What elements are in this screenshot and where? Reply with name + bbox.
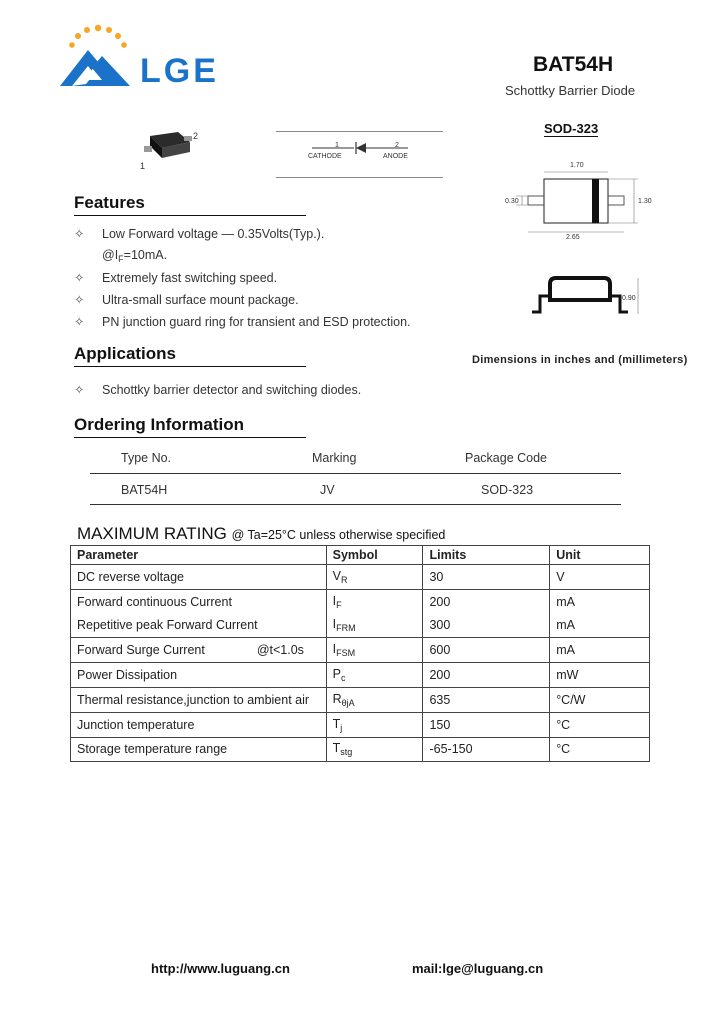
- part-subtitle: Schottky Barrier Diode: [505, 83, 636, 98]
- table-row: DC reverse voltage $V_R$ 30 V: [71, 565, 650, 590]
- ordering-header-package: Package Code: [465, 451, 548, 465]
- table-row: Forward Surge Current @t<1.0s $I_{FSM}$ 600 mA: [71, 638, 650, 663]
- header-symbol: Symbol: [326, 546, 423, 565]
- bullet-icon: ✧: [74, 315, 85, 329]
- schematic-top-rule: [276, 131, 443, 132]
- ordering-title: Ordering Information: [74, 415, 306, 438]
- feature-item: ✧ Extremely fast switching speed.: [74, 271, 278, 285]
- dim-top: 1.70: [570, 162, 584, 169]
- feature-condition: $@I_F=10mA$.: [102, 248, 168, 264]
- table-row: Thermal resistance,junction to ambient air $R_{\theta jA}$ 635 °C/W: [71, 687, 650, 712]
- website-link[interactable]: http://www.luguang.cn: [151, 961, 290, 976]
- ordering-header-type: Type No.: [121, 451, 172, 465]
- header-parameter: Parameter: [71, 546, 327, 565]
- ordering-cell-marking: JV: [320, 483, 335, 497]
- feature-item: ✧ PN junction guard ring for transient and ESD protection.: [74, 315, 411, 329]
- pin1-label: 1: [140, 161, 146, 171]
- cathode-label: CATHODE: [308, 153, 342, 160]
- table-row: Forward continuous Current $I_F$ 200 mA: [71, 589, 650, 613]
- ordering-header-marking: Marking: [312, 451, 357, 465]
- application-item: ✧ Schottky barrier detector and switching diodes.: [74, 383, 362, 397]
- package-name: SOD-323: [544, 121, 599, 136]
- part-number: BAT54H: [533, 53, 614, 76]
- dimension-note: Dimensions in inches and (millimeters): [472, 354, 688, 366]
- features-title: Features: [74, 193, 306, 216]
- table-row: Repetitive peak Forward Current $I_{FRM}$ 300 mA: [71, 614, 650, 638]
- dim-left: 0.30: [505, 198, 519, 205]
- header-limits: Limits: [423, 546, 550, 565]
- pin2-label: 2: [193, 131, 199, 141]
- logo-icon: [58, 22, 138, 92]
- ordering-divider: [90, 473, 621, 474]
- ordering-bottom-rule: [90, 504, 621, 505]
- bullet-icon: ✧: [74, 271, 85, 285]
- ratings-title: MAXIMUM RATING @ Ta=25°C unless otherwise specified: [77, 524, 446, 543]
- dim-bottom: 2.65: [566, 234, 580, 241]
- schematic-pin2: 2: [395, 142, 399, 149]
- dim-right: 1.30: [638, 198, 652, 205]
- logo-text: LGE: [140, 52, 219, 90]
- schematic-bottom-rule: [276, 177, 443, 178]
- anode-label: ANODE: [383, 153, 408, 160]
- ordering-cell-package: SOD-323: [481, 483, 534, 497]
- table-row: Junction temperature $T_j$ 150 °C: [71, 712, 650, 737]
- schematic-pin1: 1: [335, 142, 339, 149]
- bullet-icon: ✧: [74, 383, 85, 397]
- ordering-cell-type: BAT54H: [121, 483, 168, 497]
- feature-item: ✧ Low Forward voltage — 0.35Volts(Typ.).: [74, 227, 325, 241]
- bullet-icon: ✧: [74, 227, 85, 241]
- ratings-condition: @ Ta=25°C unless otherwise specified: [231, 528, 446, 542]
- table-row: Power Dissipation $P_c$ 200 mW: [71, 663, 650, 688]
- table-header-row: [71, 546, 650, 565]
- email-link[interactable]: mail:lge@luguang.cn: [412, 961, 544, 976]
- ratings-table: [70, 545, 650, 762]
- feature-item: ✧ Ultra-small surface mount package.: [74, 293, 299, 307]
- bullet-icon: ✧: [74, 293, 85, 307]
- dim-height: 0.90: [622, 295, 636, 302]
- table-row: Storage temperature range $T_{stg}$ -65-150 °C: [71, 737, 650, 762]
- header-unit: Unit: [550, 546, 650, 565]
- applications-title: Applications: [74, 344, 306, 367]
- component-image: [136, 128, 200, 172]
